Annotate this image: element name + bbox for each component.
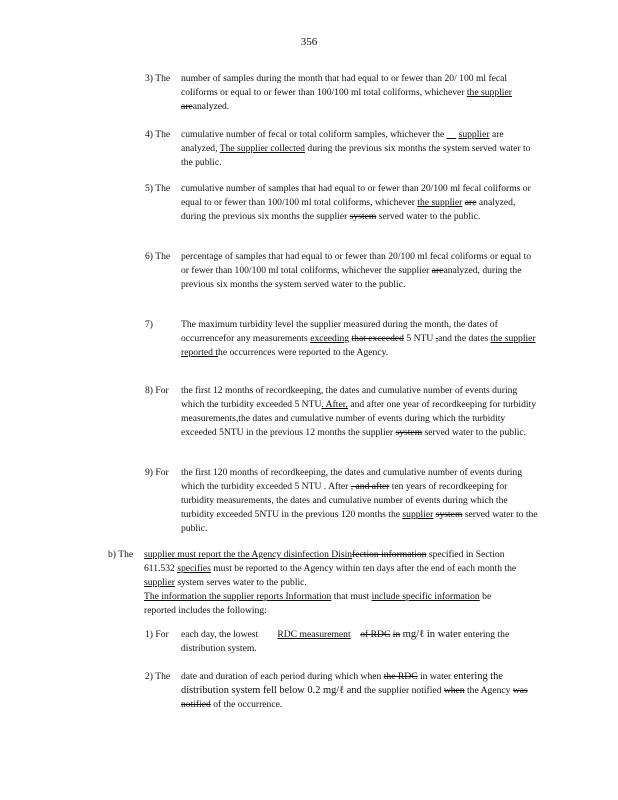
item-text: the first 12 months of recordkeeping, the dates and cumulative number of events during which the turbidity exceeded 5 NTU. After, and after one year of recordkeeping for turbidity measurements,the dates and cumulative number of events during which the turbidity exceeded 5NTU in the previous 12 months the supplier system served water to the public. <box>181 385 537 438</box>
item-text: cumulative number of fecal or total coliform samples, whichever the supplier are analyzed, The supplier collected during the previous six months the system served water to the public. <box>181 129 531 168</box>
section-b <box>108 548 520 618</box>
item-text: each day, the lowest RDC measurement of RDC in mg/ℓ in water entering the distribution system. <box>181 629 510 654</box>
list-item <box>145 628 535 656</box>
item-text: percentage of samples that had equal to or fewer than 20/100 ml fecal coliforms or equal to or fewer than 100/100 ml total coliforms, whichever the supplier areanalyzed, during the previous six months the system served water to the public. <box>181 251 532 290</box>
list-item <box>145 72 533 114</box>
item-text: The maximum turbidity level the supplier measured during the month, the dates of occurrencefor any measurements exceeding that exceeded 5 NTU ,and the dates the supplier reported the occurrences were reported to the Agency. <box>181 319 536 358</box>
section-text: supplier must report the the Agency disinfection Disinfection information specified in Section 611.532 specifies must be reported to the Agency within ten days after the end of each month the supplier system serves water to the public. The information the supplier reports Information that must include specific information be reported includes the following: <box>144 549 517 616</box>
list-item <box>145 182 531 224</box>
list-item <box>145 250 533 292</box>
item-number: 4) The <box>145 129 171 140</box>
list-item <box>145 128 539 170</box>
item-number: 9) For <box>145 467 169 478</box>
item-number: 8) For <box>145 385 169 396</box>
item-number: 5) The <box>145 183 171 194</box>
item-text: date and duration of each period during which when the RDC in water entering the distribution system fell below 0.2 mg/ℓ and the supplier notified when the Agency was notified of the occurrence. <box>181 671 528 710</box>
list-item <box>145 670 531 712</box>
section-number: b) The <box>108 549 134 560</box>
list-item <box>145 318 539 360</box>
page-number: 356 <box>300 36 318 48</box>
item-number: 6) The <box>145 251 171 262</box>
item-number: 1) For <box>145 629 169 640</box>
item-number: 2) The <box>145 671 171 682</box>
item-number: 7) <box>145 319 153 330</box>
item-text: cumulative number of samples that had equal to or fewer than 20/100 ml fecal coliforms or equal to or fewer than 100/100 ml total coliforms, whichever the supplier are analyzed, during the previous six months the supplier system served water to the public. <box>181 183 531 222</box>
list-item <box>145 466 539 536</box>
item-text: number of samples during the month that had equal to or fewer than 20/ 100 ml fecal coliforms or equal to or fewer than 100/100 ml total coliforms, whichever the supplier areanalyzed. <box>181 73 512 112</box>
item-text: the first 120 months of recordkeeping, the dates and cumulative number of events during which the turbidity exceeded 5 NTU . After , and after ten years of recordkeeping for turbidity measurements, the dates and cumulative number of events during which the turbidity exceeded 5NTU in the previous 120 months the supplier system served water to the public. <box>181 467 538 534</box>
list-item <box>145 384 543 440</box>
item-number: 3) The <box>145 73 171 84</box>
